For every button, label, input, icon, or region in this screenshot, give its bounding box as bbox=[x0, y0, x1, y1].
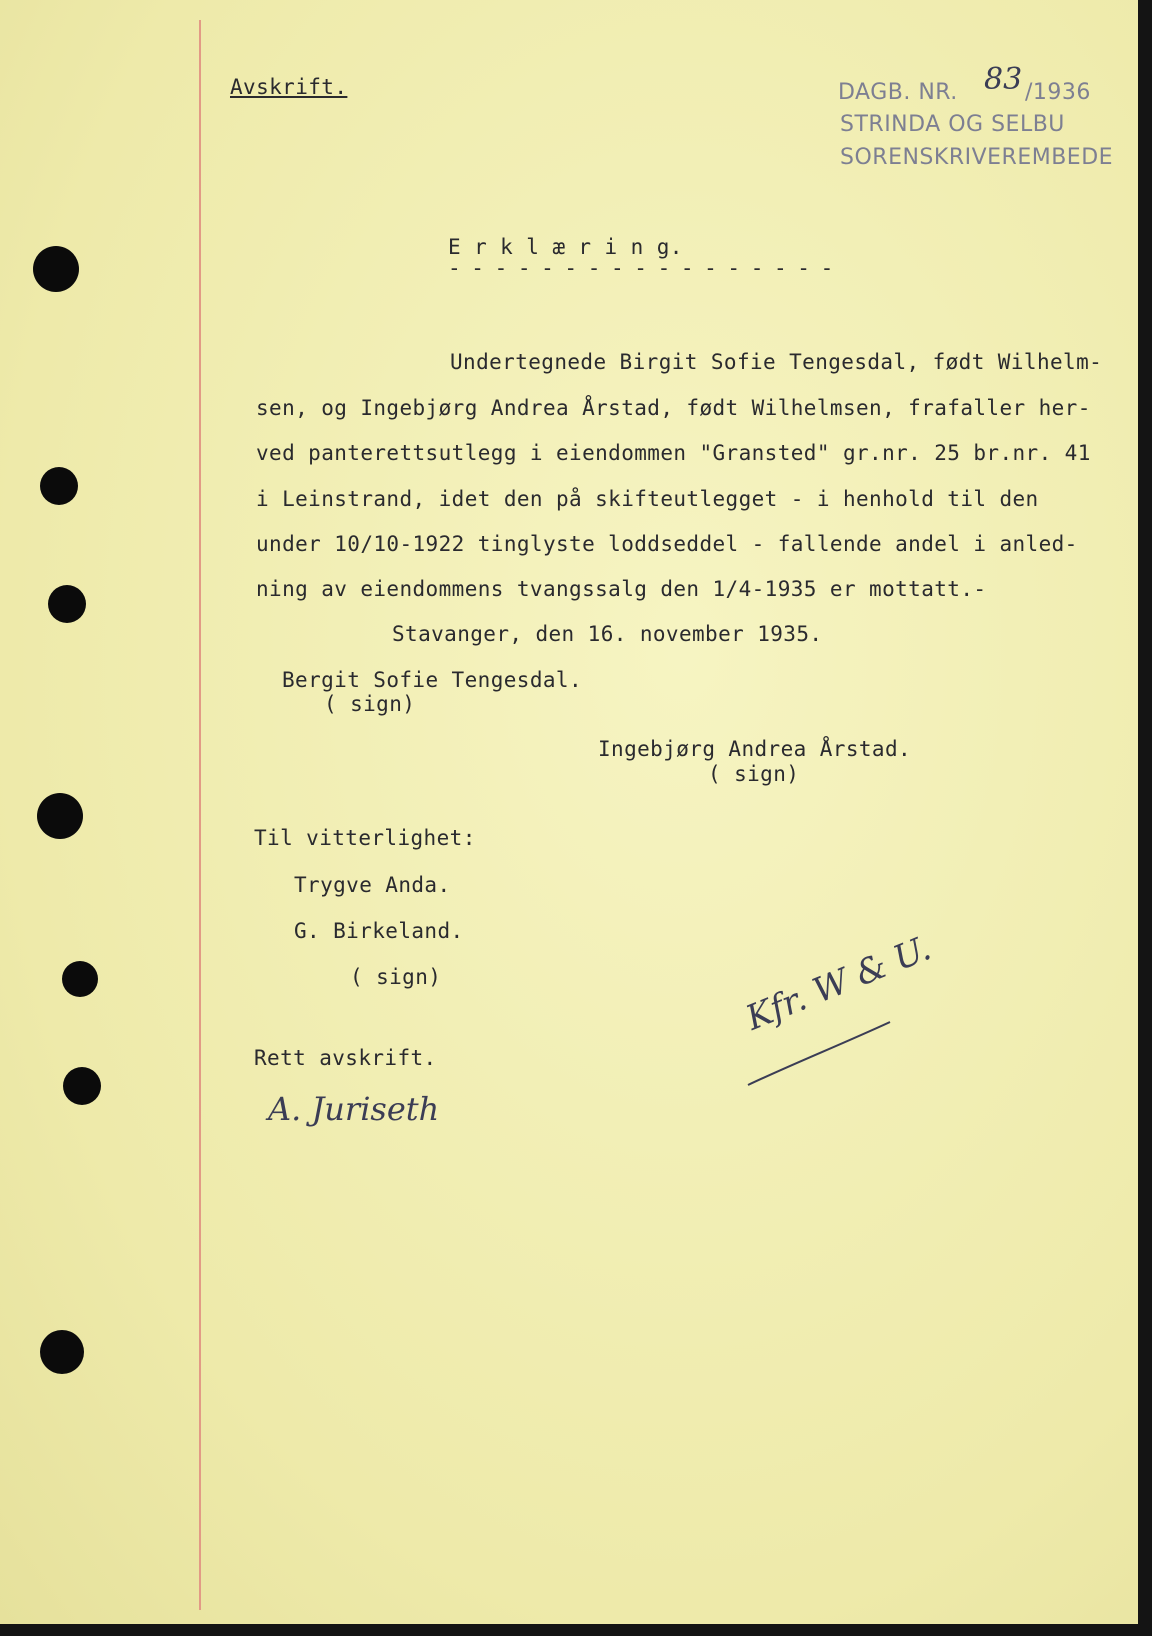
punch-hole bbox=[63, 1067, 101, 1105]
handwritten-mark: Kfr. W & U. bbox=[740, 928, 937, 1039]
copy-label: Avskrift. bbox=[230, 75, 348, 99]
body-line: sen, og Ingebjørg Andrea Årstad, født Wilhelmsen, frafaller her- bbox=[256, 396, 1091, 420]
signatory-sign-note: ( sign) bbox=[708, 762, 800, 786]
signatory-sign-note: ( sign) bbox=[324, 692, 416, 716]
body-line: i Leinstrand, idet den på skifteutlegget - i henhold til den bbox=[256, 487, 1039, 511]
punch-hole bbox=[33, 246, 79, 292]
punch-hole bbox=[40, 1330, 84, 1374]
punch-hole bbox=[37, 793, 83, 839]
place-date: Stavanger, den 16. november 1935. bbox=[392, 622, 823, 646]
punch-hole bbox=[40, 467, 78, 505]
body-line: under 10/10-1922 tinglyste loddseddel - fallende andel i anled- bbox=[256, 532, 1078, 556]
handwritten-mark-underline bbox=[740, 1010, 900, 1090]
registry-stamp-line2: STRINDA OG SELBU bbox=[840, 112, 1065, 137]
punch-hole bbox=[48, 585, 86, 623]
witness-name: Trygve Anda. bbox=[294, 873, 451, 897]
registry-stamp-line1: DAGB. NR. bbox=[838, 80, 958, 105]
witness-heading: Til vitterlighet: bbox=[254, 826, 476, 850]
body-line: ning av eiendommens tvangssalg den 1/4-1935 er mottatt.- bbox=[256, 577, 987, 601]
witness-sign-note: ( sign) bbox=[350, 965, 442, 989]
punch-hole bbox=[62, 961, 98, 997]
certification-text: Rett avskrift. bbox=[254, 1046, 437, 1070]
registry-stamp-line3: SORENSKRIVEREMBEDE bbox=[840, 145, 1114, 170]
signatory-name: Bergit Sofie Tengesdal. bbox=[282, 668, 582, 692]
margin-line bbox=[199, 20, 201, 1610]
handwritten-signature: A. Juriseth bbox=[268, 1090, 440, 1128]
registry-stamp-year: /1936 bbox=[1025, 80, 1091, 105]
body-line: Undertegnede Birgit Sofie Tengesdal, født Wilhelm- bbox=[450, 350, 1103, 374]
stamp-handwritten-number: 83 bbox=[984, 62, 1023, 97]
document-title: E r k l æ r i n g. bbox=[448, 235, 683, 259]
signatory-name: Ingebjørg Andrea Årstad. bbox=[598, 737, 912, 761]
title-rule: - - - - - - - - - - - - - - - - - bbox=[448, 256, 833, 280]
body-line: ved panterettsutlegg i eiendommen "Gransted" gr.nr. 25 br.nr. 41 bbox=[256, 441, 1091, 465]
witness-name: G. Birkeland. bbox=[294, 919, 464, 943]
